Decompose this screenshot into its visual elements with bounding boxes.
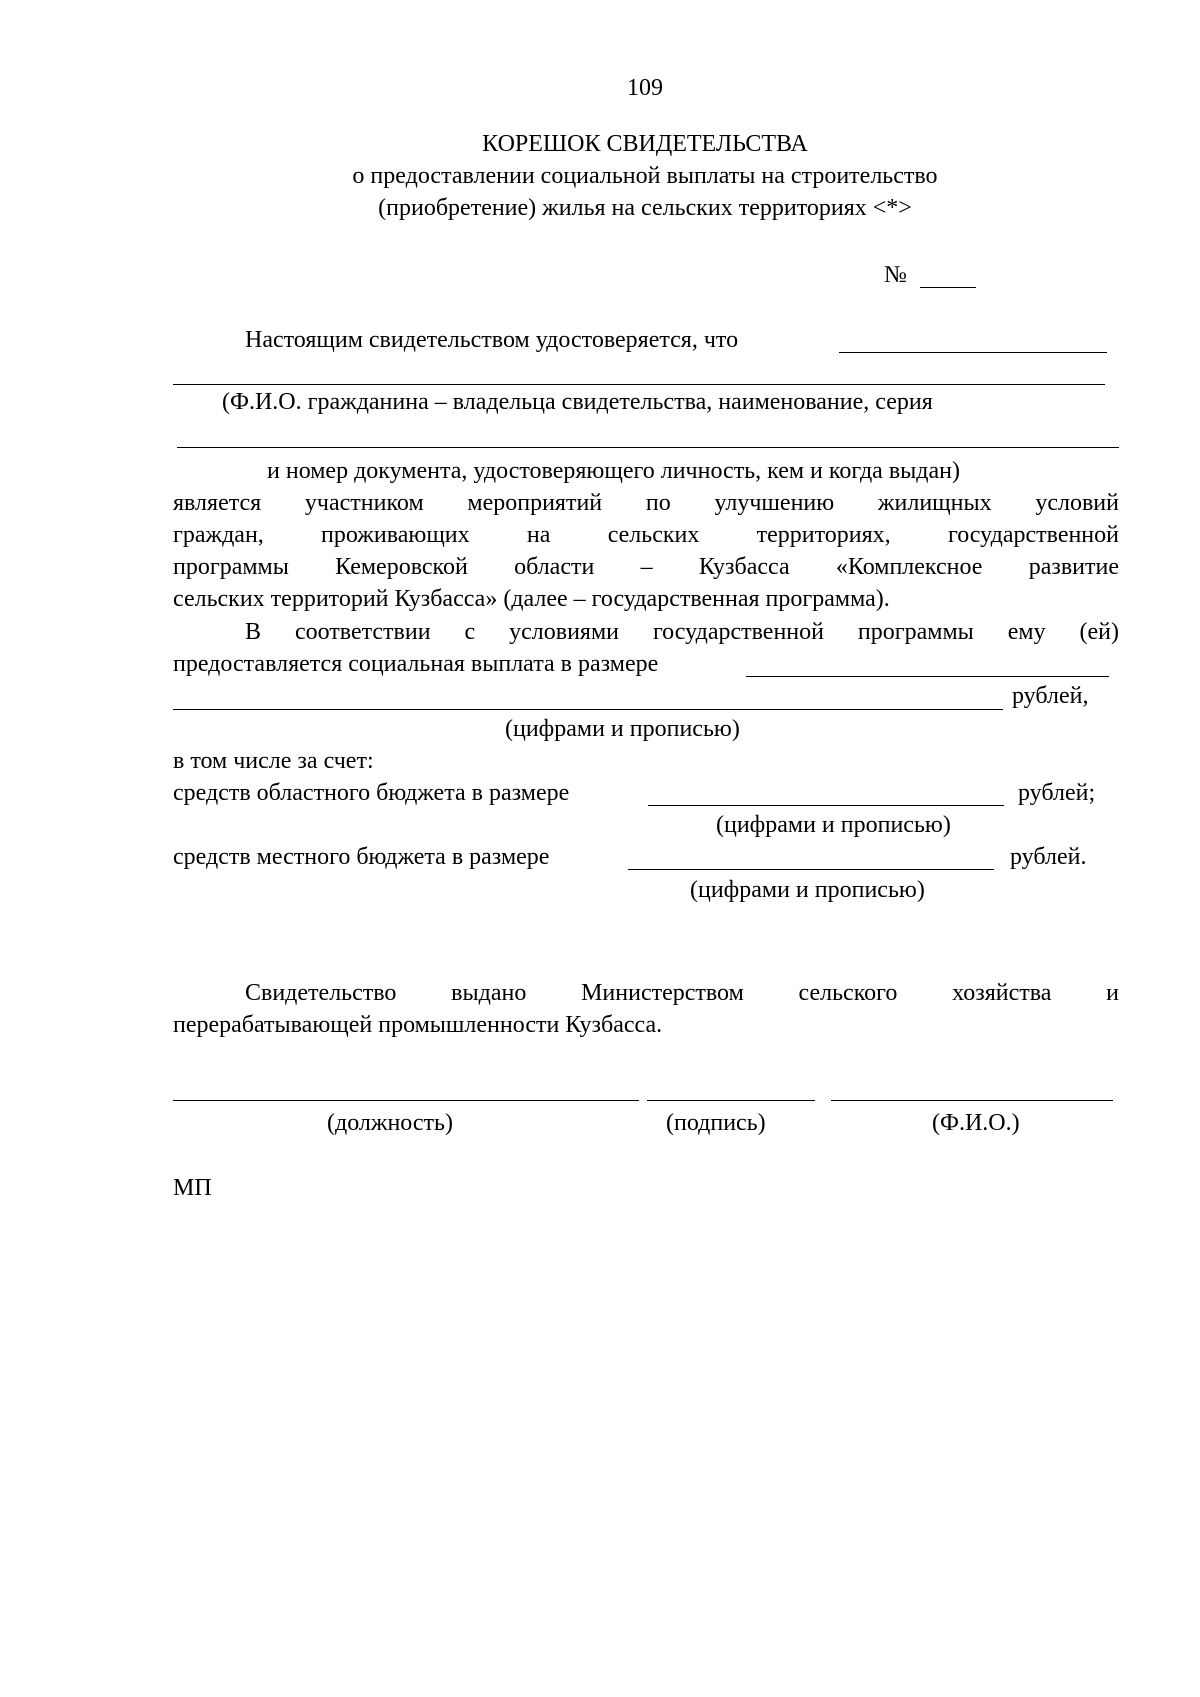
signature-field-line[interactable] xyxy=(647,1100,815,1101)
recipient-field-line-2[interactable] xyxy=(173,384,1105,385)
local-budget-caption: (цифрами и прописью) xyxy=(690,877,925,903)
recipient-field-line-1[interactable] xyxy=(839,352,1107,353)
local-budget-label: средств местного бюджета в размере xyxy=(173,844,550,870)
paragraph1-line1: является участником мероприятий по улучшению жилищных условий xyxy=(173,490,1119,516)
local-budget-field-line[interactable] xyxy=(628,869,994,870)
document-subtitle-line1: о предоставлении социальной выплаты на строительство xyxy=(352,163,938,189)
regional-budget-suffix: рублей; xyxy=(1018,780,1096,806)
paragraph1-line4: сельских территорий Кузбасса» (далее – государственная программа). xyxy=(173,586,890,612)
regional-budget-label: средств областного бюджета в размере xyxy=(173,780,570,806)
caption-fio: (Ф.И.О. гражданина – владельца свидетельства, наименование, серия xyxy=(222,389,933,415)
paragraph1-line2: граждан, проживающих на сельских территориях, государственной xyxy=(173,522,1119,548)
paragraph2-line2: предоставляется социальная выплата в размере xyxy=(173,651,659,677)
caption-position: (должность) xyxy=(327,1110,453,1136)
document-subtitle-line2: (приобретение) жилья на сельских территориях <*> xyxy=(378,195,912,221)
caption-name: (Ф.И.О.) xyxy=(932,1110,1020,1136)
issued-by-line1: Свидетельство выдано Министерством сельского хозяйства и xyxy=(245,980,1119,1006)
number-label: № xyxy=(884,262,907,288)
number-field-line[interactable] xyxy=(920,287,976,288)
issued-by-line2: перерабатывающей промышленности Кузбасса. xyxy=(173,1012,663,1038)
including-label: в том числе за счет: xyxy=(173,748,374,774)
caption-amount: (цифрами и прописью) xyxy=(505,716,740,742)
paragraph1-line3: программы Кемеровской области – Кузбасса «Комплексное развитие xyxy=(173,554,1119,580)
rubles-comma: рублей, xyxy=(1012,683,1089,709)
name-field-line[interactable] xyxy=(831,1100,1113,1101)
position-field-line[interactable] xyxy=(173,1100,639,1101)
intro-text: Настоящим свидетельством удостоверяется, что xyxy=(245,327,739,353)
regional-budget-caption: (цифрами и прописью) xyxy=(716,812,951,838)
caption-signature: (подпись) xyxy=(666,1110,766,1136)
document-title: КОРЕШОК СВИДЕТЕЛЬСТВА xyxy=(482,131,808,157)
caption-document: и номер документа, удостоверяющего личность, кем и когда выдан) xyxy=(267,458,960,484)
paragraph2-line1: В соответствии с условиями государственной программы ему (ей) xyxy=(245,619,1119,645)
stamp-label: МП xyxy=(173,1175,212,1201)
local-budget-suffix: рублей. xyxy=(1010,844,1087,870)
recipient-field-line-3[interactable] xyxy=(177,447,1119,448)
regional-budget-field-line[interactable] xyxy=(648,805,1004,806)
amount-field-line-1[interactable] xyxy=(746,676,1109,677)
amount-field-line-2[interactable] xyxy=(173,709,1003,710)
page-number: 109 xyxy=(627,75,663,101)
